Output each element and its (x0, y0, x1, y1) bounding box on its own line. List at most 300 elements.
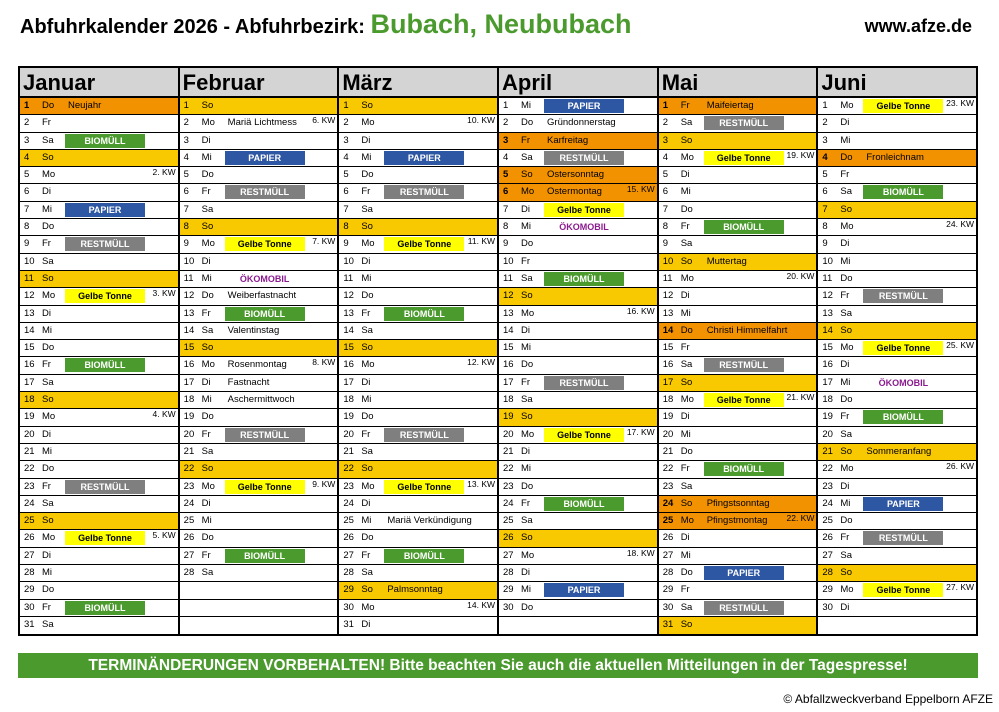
weekday: Mi (840, 497, 851, 509)
weekday: Sa (201, 567, 214, 579)
day-row (499, 496, 657, 513)
day-row (499, 357, 657, 374)
day-number: 18 (183, 394, 195, 406)
day-number: 16 (822, 359, 833, 371)
day-number: 12 (822, 290, 833, 302)
restmuell-badge: RESTMÜLL (65, 237, 145, 251)
day-number: 29 (822, 584, 833, 596)
weekday: So (361, 463, 373, 475)
weekday: Do (201, 532, 214, 544)
weekday: Di (521, 324, 530, 336)
weekday: So (521, 290, 533, 302)
weekday: Sa (201, 203, 214, 215)
week-number: 9. KW (312, 478, 336, 489)
day-row (20, 167, 178, 184)
weekday: Mi (201, 272, 212, 284)
day-row (659, 323, 817, 340)
day-number: 3 (343, 134, 349, 146)
day-row (659, 167, 817, 184)
day-number: 24 (24, 497, 35, 509)
day-row (20, 444, 178, 461)
weekday: So (680, 376, 693, 388)
day-number: 17 (822, 376, 833, 388)
weekday: Mi (201, 394, 212, 406)
day-number: 17 (24, 376, 35, 388)
day-number: 12 (662, 290, 674, 302)
weekday: Mo (521, 549, 535, 561)
day-number: 10 (822, 255, 833, 267)
day-row (818, 115, 976, 132)
day-number: 18 (343, 394, 354, 406)
day-row (659, 288, 817, 305)
day-row (499, 444, 657, 461)
day-number: 23 (822, 480, 833, 492)
day-row (180, 600, 338, 617)
restmuell-badge: RESTMÜLL (704, 116, 784, 130)
day-number: 24 (503, 497, 514, 509)
day-number: 12 (503, 290, 514, 302)
weekday: Mi (42, 567, 53, 579)
biomuell-badge: BIOMÜLL (544, 497, 624, 511)
day-row (339, 600, 497, 617)
day-row (339, 202, 497, 219)
weekday: Mo (201, 359, 215, 371)
day-number: 8 (662, 221, 668, 233)
holiday-name: Pfingstsonntag (706, 497, 770, 509)
day-row (818, 461, 976, 478)
oekomobil-badge: ÖKOMOBIL (878, 377, 929, 388)
month-column-april (499, 68, 659, 634)
biomuell-badge: BIOMÜLL (65, 134, 145, 148)
day-number: 1 (662, 100, 668, 111)
day-row (180, 530, 338, 547)
day-row (180, 548, 338, 565)
holiday-name: Fronleichnam (866, 151, 924, 163)
weekday: Fr (42, 117, 51, 129)
day-row (180, 254, 338, 271)
day-number: 21 (24, 445, 35, 457)
day-number: 16 (24, 359, 35, 371)
weekday: Mo (840, 100, 854, 111)
day-row (180, 496, 338, 513)
weekday: Mi (42, 445, 53, 457)
month-column-februar (180, 68, 340, 634)
weekday: So (840, 567, 852, 579)
day-row (499, 133, 657, 150)
day-number: 5 (183, 169, 189, 181)
day-number: 14 (822, 324, 833, 336)
day-number: 6 (183, 186, 189, 198)
weekday: Di (361, 255, 371, 267)
day-number: 20 (343, 428, 354, 440)
day-row (339, 479, 497, 496)
biomuell-badge: BIOMÜLL (65, 601, 145, 615)
weekday: Mi (361, 151, 372, 163)
day-row (180, 271, 338, 288)
biomuell-badge: BIOMÜLL (704, 462, 784, 476)
week-number: 10. KW (467, 115, 496, 126)
weekday: So (361, 584, 373, 596)
day-row (659, 600, 817, 617)
day-number: 18 (822, 394, 833, 406)
day-number: 24 (183, 497, 195, 509)
day-row (818, 496, 976, 513)
day-number: 19 (822, 411, 833, 423)
holiday-name: Maifeiertag (706, 100, 754, 111)
day-row (180, 427, 338, 444)
day-row (20, 409, 178, 426)
day-row (180, 479, 338, 496)
weekday: Fr (680, 463, 690, 475)
day-number: 26 (183, 532, 195, 544)
day-number: 7 (503, 203, 509, 215)
day-row (818, 133, 976, 150)
weekday: Do (521, 480, 534, 492)
day-number: 27 (24, 549, 35, 561)
weekday: Do (42, 342, 55, 354)
weekday: Mi (361, 394, 372, 406)
weekday: Mo (361, 238, 375, 250)
weekday: Fr (680, 221, 690, 233)
weekday: Mo (680, 515, 694, 527)
day-number: 26 (662, 532, 674, 544)
papier-badge: PAPIER (544, 99, 624, 113)
weekday: Fr (840, 290, 850, 302)
day-number: 7 (662, 203, 668, 215)
weekday: Di (201, 497, 211, 509)
weekday: Mi (521, 221, 532, 233)
day-row (659, 150, 817, 167)
day-row (659, 392, 817, 409)
weekday: Di (840, 238, 850, 250)
week-number: 27. KW (946, 582, 975, 593)
gelbe-tonne-badge: Gelbe Tonne (544, 203, 624, 217)
day-number: 2 (503, 117, 509, 129)
day-number: 12 (24, 290, 35, 302)
day-row (20, 496, 178, 513)
weekday: Do (42, 100, 55, 111)
day-number: 27 (662, 549, 674, 561)
day-row (20, 427, 178, 444)
day-row (818, 288, 976, 305)
weekday: Do (42, 463, 55, 475)
gelbe-tonne-badge: Gelbe Tonne (863, 583, 943, 597)
day-number: 16 (503, 359, 514, 371)
day-number: 3 (183, 134, 189, 146)
biomuell-badge: BIOMÜLL (544, 272, 624, 286)
day-row (499, 582, 657, 599)
day-number: 14 (183, 324, 195, 336)
week-number: 16. KW (626, 305, 655, 316)
day-number: 16 (662, 359, 674, 371)
day-row (659, 98, 817, 115)
day-number: 23 (24, 480, 35, 492)
holiday-name: Karfreitag (547, 134, 589, 146)
restmuell-badge: RESTMÜLL (384, 428, 464, 442)
day-number: 19 (503, 411, 514, 423)
oekomobil-badge: ÖKOMOBIL (559, 222, 609, 233)
day-number: 7 (24, 203, 30, 215)
weekday: Di (680, 290, 690, 302)
day-row (339, 392, 497, 409)
weekday: Sa (680, 238, 693, 250)
weekday: Sa (840, 428, 852, 440)
weekday: Mo (521, 307, 535, 319)
day-number: 9 (183, 238, 189, 250)
holiday-name: Mariä Lichtmess (227, 117, 297, 129)
biomuell-badge: BIOMÜLL (65, 358, 145, 372)
weekday: So (361, 342, 373, 354)
weekday: Do (840, 151, 853, 163)
day-number: 2 (183, 117, 189, 129)
day-row (339, 133, 497, 150)
day-row (20, 600, 178, 617)
day-row (659, 115, 817, 132)
day-row (499, 340, 657, 357)
day-number: 16 (343, 359, 354, 371)
weekday: Mi (42, 324, 53, 336)
day-number: 17 (183, 376, 195, 388)
day-number: 1 (503, 100, 509, 111)
weekday: So (521, 532, 533, 544)
day-number: 11 (503, 272, 513, 284)
day-row (499, 150, 657, 167)
gelbe-tonne-badge: Gelbe Tonne (65, 531, 145, 545)
day-row (339, 496, 497, 513)
gelbe-tonne-badge: Gelbe Tonne (704, 393, 784, 407)
weekday: Do (680, 203, 693, 215)
biomuell-badge: BIOMÜLL (384, 307, 464, 321)
day-number: 8 (183, 221, 189, 233)
day-number: 15 (822, 342, 833, 354)
day-number: 28 (822, 567, 833, 579)
day-number: 26 (503, 532, 514, 544)
day-number: 7 (183, 203, 189, 215)
weekday: Sa (361, 445, 373, 457)
weekday: Mo (521, 186, 535, 198)
day-number: 21 (183, 445, 195, 457)
weekday: Mi (840, 255, 851, 267)
weekday: Mo (521, 428, 535, 440)
week-number: 3. KW (152, 288, 176, 299)
weekday: Do (680, 324, 693, 336)
day-number: 20 (662, 428, 674, 440)
month-header: Januar (20, 68, 178, 98)
day-row (339, 409, 497, 426)
day-number: 27 (183, 549, 195, 561)
day-row (499, 375, 657, 392)
day-number: 10 (24, 255, 35, 267)
day-number: 1 (24, 100, 30, 111)
day-row (499, 254, 657, 271)
day-number: 15 (183, 342, 195, 354)
week-number: 25. KW (946, 340, 975, 351)
weekday: Do (680, 445, 693, 457)
day-row (818, 479, 976, 496)
day-number: 5 (343, 169, 349, 181)
weekday: Di (42, 186, 51, 198)
day-number: 28 (343, 567, 354, 579)
day-number: 22 (503, 463, 514, 475)
weekday: Mo (42, 169, 56, 181)
day-number: 17 (662, 376, 674, 388)
day-row (180, 323, 338, 340)
website-link[interactable]: www.afze.de (864, 16, 972, 36)
day-number: 19 (662, 411, 674, 423)
day-row (180, 306, 338, 323)
day-number: 21 (822, 445, 833, 457)
weekday: Mo (680, 151, 694, 163)
day-row (659, 565, 817, 582)
weekday: Do (201, 290, 214, 302)
week-number: 22. KW (786, 513, 815, 524)
day-number: 27 (822, 549, 833, 561)
day-row (659, 219, 817, 236)
day-row (20, 617, 178, 634)
weekday: Di (42, 307, 51, 319)
day-row (659, 357, 817, 374)
day-row (180, 167, 338, 184)
week-number: 21. KW (786, 392, 815, 403)
day-row (499, 479, 657, 496)
day-number: 6 (662, 186, 668, 198)
day-number: 25 (24, 515, 35, 527)
weekday: Di (680, 411, 690, 423)
day-row (20, 323, 178, 340)
weekday: Fr (361, 549, 371, 561)
week-number: 26. KW (946, 461, 975, 472)
holiday-name: Sommeranfang (866, 445, 932, 457)
day-number: 7 (822, 203, 828, 215)
weekday: So (680, 618, 693, 630)
day-row (659, 461, 817, 478)
page-title (20, 9, 631, 40)
weekday: Di (42, 549, 51, 561)
day-number: 13 (822, 307, 833, 319)
day-number: 19 (343, 411, 354, 423)
weekday: Sa (680, 601, 693, 613)
day-row (339, 115, 497, 132)
weekday: Sa (521, 394, 533, 406)
weekday: So (680, 134, 693, 146)
holiday-name: Muttertag (706, 255, 747, 267)
day-row (339, 427, 497, 444)
weekday: Do (521, 601, 534, 613)
weekday: So (42, 151, 54, 163)
weekday: Sa (521, 272, 533, 284)
day-row (180, 184, 338, 201)
day-row (339, 306, 497, 323)
weekday: Do (840, 515, 853, 527)
gelbe-tonne-badge: Gelbe Tonne (544, 428, 624, 442)
weekday: Sa (680, 117, 693, 129)
papier-badge: PAPIER (225, 151, 305, 165)
restmuell-badge: RESTMÜLL (225, 428, 305, 442)
weekday: So (680, 497, 693, 509)
weekday: Mi (521, 342, 532, 354)
day-row (499, 392, 657, 409)
day-number: 24 (662, 497, 674, 509)
day-number: 4 (503, 151, 509, 163)
day-number: 5 (24, 169, 30, 181)
weekday: So (521, 169, 533, 181)
day-number: 17 (503, 376, 514, 388)
weekday: So (42, 515, 54, 527)
biomuell-badge: BIOMÜLL (384, 549, 464, 563)
day-row (818, 340, 976, 357)
weekday: Sa (42, 134, 54, 146)
day-number: 11 (822, 272, 833, 284)
day-number: 15 (503, 342, 514, 354)
weekday: Di (840, 117, 850, 129)
weekday: Sa (42, 618, 54, 630)
weekday: Di (840, 601, 850, 613)
day-number: 6 (503, 186, 509, 198)
title-prefix: Abfuhrkalender 2026 - Abfuhrbezirk: (20, 16, 371, 38)
day-number: 29 (24, 584, 35, 596)
gelbe-tonne-badge: Gelbe Tonne (384, 480, 464, 494)
weekday: Fr (840, 411, 850, 423)
weekday: Mo (680, 394, 694, 406)
weekday: Mi (680, 307, 691, 319)
day-row (659, 236, 817, 253)
day-number: 13 (183, 307, 195, 319)
papier-badge: PAPIER (384, 151, 464, 165)
day-row (339, 167, 497, 184)
day-number: 12 (343, 290, 354, 302)
day-row (180, 288, 338, 305)
day-number: 31 (662, 618, 674, 630)
month-column-mai (659, 68, 819, 634)
day-row (818, 150, 976, 167)
day-number: 5 (662, 169, 668, 181)
day-row (499, 617, 657, 634)
day-row (499, 306, 657, 323)
day-number: 23 (662, 480, 674, 492)
day-row (339, 530, 497, 547)
day-row (818, 548, 976, 565)
weekday: Do (361, 290, 374, 302)
day-row (20, 565, 178, 582)
day-number: 8 (503, 221, 509, 233)
day-row (499, 184, 657, 201)
restmuell-badge: RESTMÜLL (544, 151, 624, 165)
weekday: Mi (361, 515, 372, 527)
day-number: 3 (662, 134, 668, 146)
weekday: So (521, 411, 533, 423)
weekday: Fr (201, 307, 211, 319)
day-row (499, 427, 657, 444)
day-row (659, 582, 817, 599)
weekday: Fr (361, 307, 371, 319)
weekday: Mo (840, 584, 854, 596)
weekday: Fr (521, 497, 530, 509)
weekday: Di (521, 203, 530, 215)
weekday: Mi (840, 376, 851, 388)
holiday-name: Rosenmontag (227, 359, 287, 371)
week-number: 23. KW (946, 98, 975, 108)
weekday: Mi (201, 515, 212, 527)
weekday: Do (42, 584, 55, 596)
weekday: Mo (42, 532, 56, 544)
day-row (180, 617, 338, 634)
day-row (499, 323, 657, 340)
day-number: 24 (343, 497, 354, 509)
week-number: 12. KW (467, 357, 496, 368)
weekday: Fr (201, 549, 211, 561)
day-row (818, 219, 976, 236)
weekday: Di (840, 359, 850, 371)
